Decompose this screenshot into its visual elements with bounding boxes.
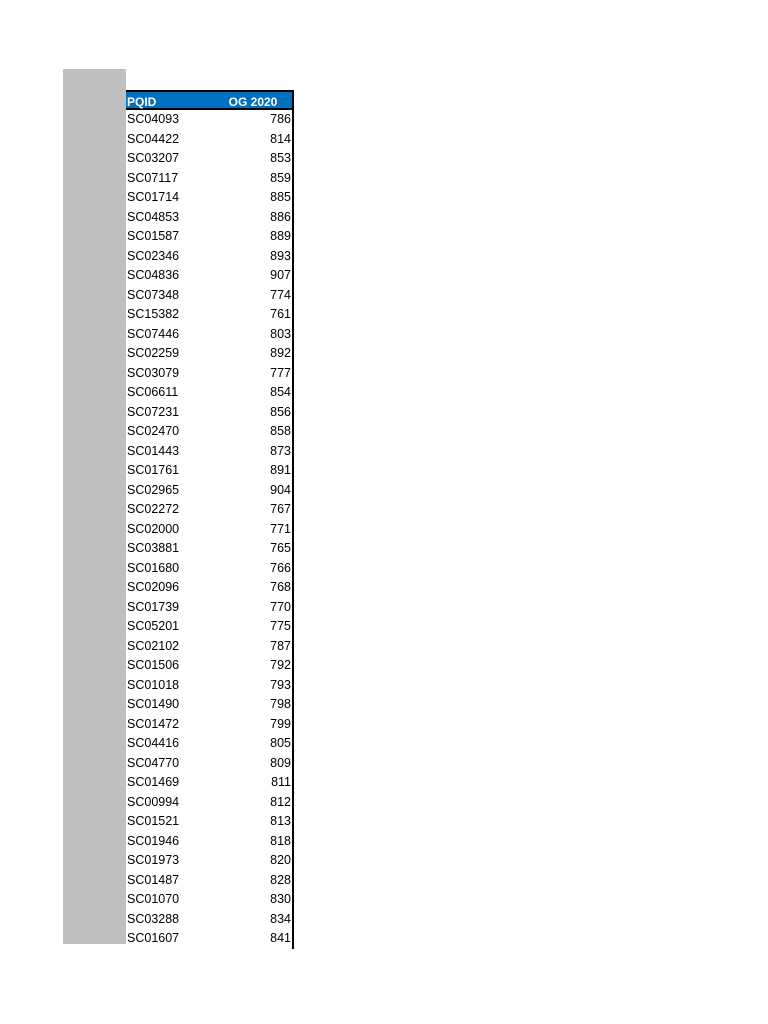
table-row xyxy=(126,754,292,774)
cell-pqid: SC15382 xyxy=(127,307,180,321)
table-row xyxy=(126,227,292,247)
cell-og-2020: 771 xyxy=(270,521,291,536)
header-pqid: PQID xyxy=(127,95,157,109)
cell-og-2020: 828 xyxy=(270,872,291,887)
table-row xyxy=(126,676,292,696)
cell-og-2020: 768 xyxy=(270,580,291,594)
cell-og-2020: 765 xyxy=(270,541,291,555)
cell-og-2020: 859 xyxy=(270,170,291,185)
table-row xyxy=(126,344,292,364)
cell-og-2020: 858 xyxy=(270,424,291,438)
table-row xyxy=(126,929,292,949)
cell-og-2020: 818 xyxy=(270,833,291,848)
cell-og-2020: 798 xyxy=(270,697,291,711)
cell-pqid: SC04416 xyxy=(127,736,180,750)
cell-og-2020: 856 xyxy=(270,404,291,419)
table-row xyxy=(126,793,292,813)
cell-pqid: SC05201 xyxy=(127,619,180,633)
cell-pqid: SC04853 xyxy=(127,209,180,224)
cell-og-2020: 873 xyxy=(270,443,291,458)
cell-og-2020: 854 xyxy=(270,385,291,399)
cell-og-2020: 886 xyxy=(270,209,291,224)
cell-pqid: SC04422 xyxy=(127,131,180,146)
sheet-margin xyxy=(63,69,126,944)
cell-pqid: SC02346 xyxy=(127,248,180,263)
cell-pqid: SC01070 xyxy=(127,892,180,906)
cell-og-2020: 893 xyxy=(270,248,291,263)
cell-og-2020: 770 xyxy=(270,599,291,614)
table-row xyxy=(126,403,292,423)
cell-pqid: SC02272 xyxy=(127,502,180,516)
table-header xyxy=(126,90,292,110)
cell-og-2020: 907 xyxy=(270,268,291,282)
table-row xyxy=(126,130,292,150)
cell-pqid: SC00994 xyxy=(127,794,180,809)
header-og-2020: OG 2020 xyxy=(228,95,278,109)
table-row xyxy=(126,890,292,910)
cell-pqid: SC01472 xyxy=(127,716,180,731)
cell-pqid: SC01521 xyxy=(127,814,180,828)
cell-pqid: SC02102 xyxy=(127,638,180,653)
cell-pqid: SC01018 xyxy=(127,677,180,692)
cell-pqid: SC02000 xyxy=(127,521,180,536)
table-row xyxy=(126,520,292,540)
table-row xyxy=(126,481,292,501)
table-row xyxy=(126,286,292,306)
cell-og-2020: 767 xyxy=(270,502,291,516)
table-row xyxy=(126,247,292,267)
cell-og-2020: 813 xyxy=(270,814,291,828)
cell-og-2020: 775 xyxy=(270,619,291,633)
table-row xyxy=(126,364,292,384)
table-row xyxy=(126,169,292,189)
table-row xyxy=(126,188,292,208)
table-row xyxy=(126,539,292,559)
cell-og-2020: 841 xyxy=(270,931,291,945)
table-row xyxy=(126,871,292,891)
cell-pqid: SC01506 xyxy=(127,658,180,672)
table-row xyxy=(126,910,292,930)
table-row xyxy=(126,832,292,852)
cell-pqid: SC01490 xyxy=(127,697,180,711)
table-row xyxy=(126,617,292,637)
cell-pqid: SC01443 xyxy=(127,443,180,458)
cell-pqid: SC01469 xyxy=(127,775,180,789)
cell-pqid: SC01680 xyxy=(127,560,180,575)
cell-og-2020: 792 xyxy=(270,658,291,672)
cell-pqid: SC01607 xyxy=(127,931,180,945)
table-row xyxy=(126,266,292,286)
cell-og-2020: 811 xyxy=(271,775,291,789)
table-row xyxy=(126,773,292,793)
cell-og-2020: 787 xyxy=(270,638,291,653)
cell-og-2020: 766 xyxy=(270,560,291,575)
cell-og-2020: 904 xyxy=(270,482,291,497)
cell-og-2020: 892 xyxy=(270,346,291,360)
cell-og-2020: 761 xyxy=(270,307,291,321)
table-body xyxy=(126,110,292,949)
cell-pqid: SC01487 xyxy=(127,872,180,887)
cell-og-2020: 803 xyxy=(270,326,291,341)
table-row xyxy=(126,149,292,169)
cell-og-2020: 793 xyxy=(270,677,291,692)
table-row xyxy=(126,559,292,579)
table-row xyxy=(126,578,292,598)
cell-pqid: SC01714 xyxy=(127,190,180,204)
cell-pqid: SC07446 xyxy=(127,326,180,341)
table-row xyxy=(126,812,292,832)
cell-og-2020: 891 xyxy=(270,463,291,477)
table-row xyxy=(126,734,292,754)
table-row xyxy=(126,325,292,345)
cell-pqid: SC02096 xyxy=(127,580,180,594)
cell-og-2020: 820 xyxy=(270,853,291,867)
table-row xyxy=(126,442,292,462)
cell-og-2020: 834 xyxy=(270,911,291,926)
cell-og-2020: 889 xyxy=(270,229,291,243)
cell-pqid: SC04770 xyxy=(127,755,180,770)
table-row xyxy=(126,715,292,735)
table-row xyxy=(126,695,292,715)
cell-pqid: SC07231 xyxy=(127,404,180,419)
table-row xyxy=(126,110,292,130)
cell-pqid: SC01587 xyxy=(127,229,180,243)
cell-og-2020: 814 xyxy=(270,131,291,146)
cell-pqid: SC02965 xyxy=(127,482,180,497)
cell-og-2020: 786 xyxy=(270,112,291,126)
table-row xyxy=(126,422,292,442)
table-row xyxy=(126,656,292,676)
table-row xyxy=(126,383,292,403)
table-row xyxy=(126,598,292,618)
cell-og-2020: 830 xyxy=(270,892,291,906)
table-row xyxy=(126,305,292,325)
cell-pqid: SC07117 xyxy=(127,170,179,185)
table-row xyxy=(126,851,292,871)
table-row xyxy=(126,208,292,228)
table-row xyxy=(126,637,292,657)
cell-pqid: SC03881 xyxy=(127,541,180,555)
cell-og-2020: 853 xyxy=(270,151,291,165)
cell-pqid: SC01739 xyxy=(127,599,180,614)
cell-pqid: SC01761 xyxy=(127,463,180,477)
cell-og-2020: 799 xyxy=(270,716,291,731)
cell-pqid: SC06611 xyxy=(127,385,179,399)
cell-og-2020: 812 xyxy=(270,794,291,809)
table-row xyxy=(126,461,292,481)
cell-pqid: SC01973 xyxy=(127,853,180,867)
cell-og-2020: 809 xyxy=(270,755,291,770)
cell-pqid: SC03288 xyxy=(127,911,180,926)
cell-pqid: SC04093 xyxy=(127,112,180,126)
cell-og-2020: 885 xyxy=(270,190,291,204)
cell-og-2020: 777 xyxy=(270,365,291,380)
cell-pqid: SC03207 xyxy=(127,151,180,165)
cell-pqid: SC04836 xyxy=(127,268,180,282)
cell-og-2020: 805 xyxy=(270,736,291,750)
cell-og-2020: 774 xyxy=(270,287,291,302)
cell-pqid: SC07348 xyxy=(127,287,180,302)
cell-pqid: SC01946 xyxy=(127,833,180,848)
cell-pqid: SC02259 xyxy=(127,346,180,360)
data-table xyxy=(126,90,294,949)
table-row xyxy=(126,500,292,520)
cell-pqid: SC03079 xyxy=(127,365,180,380)
cell-pqid: SC02470 xyxy=(127,424,180,438)
